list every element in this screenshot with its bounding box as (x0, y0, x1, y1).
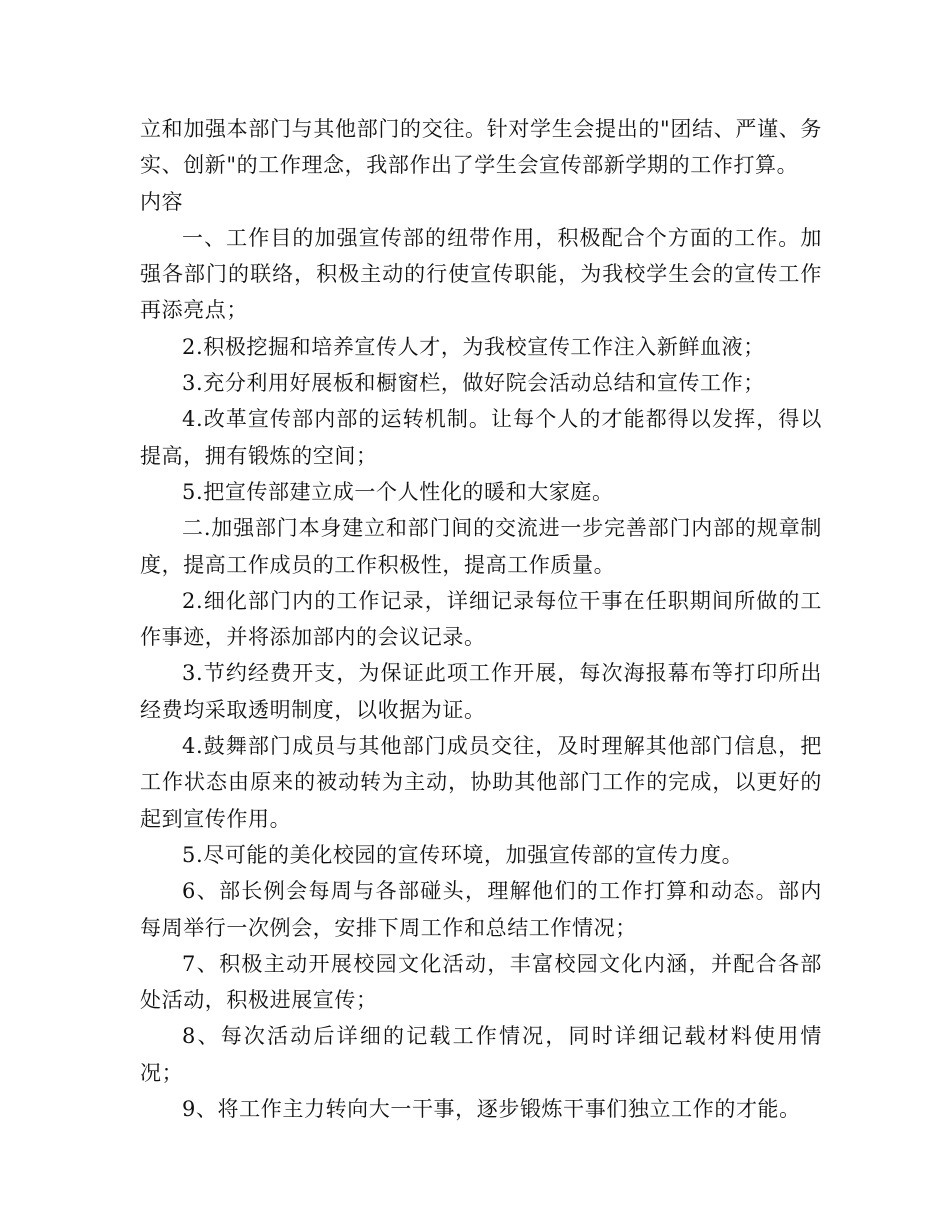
paragraph: 立和加强本部门与其他部门的交往。针对学生会提出的"团结、严谨、务实、创新"的工作理念，我部作出了学生会宣传部新学期的工作打算。 (140, 117, 822, 178)
paragraph: 4.改革宣传部内部的运转机制。让每个人的才能都得以发挥，得以提高，拥有锻炼的空间； (140, 407, 822, 468)
paragraph: 7、积极主动开展校园文化活动，丰富校园文化内涵，并配合各部处活动，积极进展宣传； (140, 951, 822, 1013)
paragraph: 3.充分利用好展板和橱窗栏，做好院会活动总结和宣传工作； (182, 371, 765, 396)
paragraph: 二.加强部门本身建立和部门间的交流进一步完善部门内部的规章制度，提高工作成员的工作积极性，提高工作质量。 (140, 516, 822, 577)
paragraph: 内容 (140, 189, 184, 214)
paragraph: 一、工作目的加强宣传部的纽带作用，积极配合个方面的工作。加强各部门的联络，积极主动的行使宣传职能，为我校学生会的宣传工作再添亮点； (140, 225, 822, 323)
paragraph: 3.节约经费开支，为保证此项工作开展，每次海报幕布等打印所出经费均采取透明制度，以收据为证。 (140, 661, 822, 722)
paragraph: 5.把宣传部建立成一个人性化的暖和大家庭。 (182, 479, 614, 504)
paragraph: 8、每次活动后详细的记载工作情况，同时详细记载材料使用情况； (140, 1024, 822, 1085)
paragraph: 2.积极挖掘和培养宣传人才，为我校宣传工作注入新鲜血液； (182, 334, 765, 359)
paragraph: 5.尽可能的美化校园的宣传环境，加强宣传部的宣传力度。 (182, 842, 744, 867)
paragraph: 9、将工作主力转向大一干事，逐步锻炼干事们独立工作的才能。 (182, 1097, 801, 1122)
paragraph: 2.细化部门内的工作记录，详细记录每位干事在任职期间所做的工作事迹，并将添加部内的会议记录。 (140, 588, 822, 650)
paragraph: 4.鼓舞部门成员与其他部门成员交往，及时理解其他部门信息，把工作状态由原来的被动转为主动，协助其他部门工作的完成，以更好的起到宣传作用。 (140, 734, 822, 831)
document-body (140, 111, 822, 1127)
paragraph: 6、部长例会每周与各部碰头，理解他们的工作打算和动态。部内每周举行一次例会，安排下周工作和总结工作情况； (140, 879, 822, 940)
